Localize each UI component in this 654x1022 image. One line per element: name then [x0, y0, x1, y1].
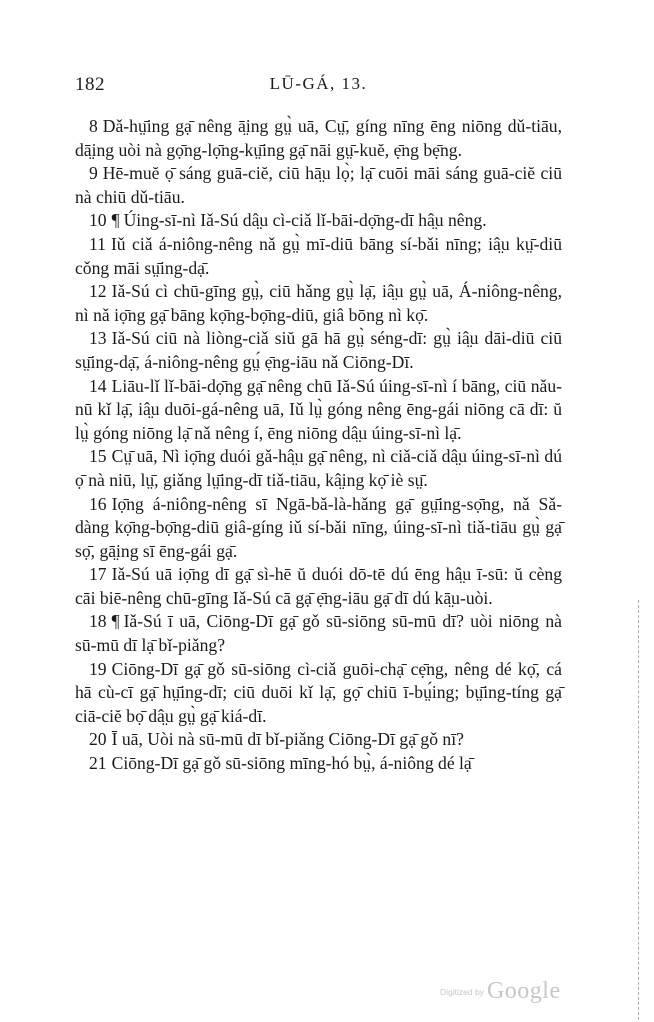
verse-17: [75, 563, 562, 610]
verse-number: 15: [89, 446, 107, 467]
verse-13: [75, 327, 562, 374]
verse-text: Hē-muĕ ọ̄ sáng guā-ciĕ, ciū hā̤u lọ̀; lạ̄ cuōi māi sáng guā-ciĕ ciū nà chiū dǔ-tiāu.: [75, 163, 562, 207]
verse-number: 8: [89, 116, 98, 136]
verse-number: 13: [89, 328, 107, 349]
verse-9: [75, 162, 562, 209]
verse-text: Iǎ-Sú uā iọ̄ng dī gạ̄ sì-hē ŭ duói dō-tē dú ēng hâ̤u ī-sū: ŭ cèng cāi biē-nêng chū-gīng Iǎ-Sú cā gạ̄ ẹ̄ng-iāu gạ̄ dī dú kā̤u-uòi.: [75, 564, 562, 608]
verse-number: 9: [89, 163, 98, 184]
verse-10: [75, 209, 562, 233]
google-logo: Google: [486, 978, 561, 1004]
verse-number: 14: [89, 375, 107, 396]
verse-21: [75, 752, 562, 776]
verse-16: [75, 493, 562, 564]
verse-text: Iǎ-Sú ī uā, Ciōng-Dī gạ̄ gǒ sū-siōng sū-mū dī? uòi niōng nà sū-mū dī lạ̄ bǐ-piǎng?: [75, 611, 562, 656]
verse-11: [75, 233, 562, 280]
verse-text: Ī uā, Uòi nà sū-mū dī bǐ-piǎng Ciōng-Dī gạ̄ gǒ nī?: [111, 729, 464, 750]
verse-8: [75, 115, 562, 162]
verse-text: Ciōng-Dī gạ̄ gǒ sū-siōng cì-ciǎ guōi-chạ̄ cẹ̄ng, nêng dé kọ̄, cá hā cù-cī gạ̄ hṳ̄ing-dī; ciū duōi kǐ lạ̄, gọ̄ chiū ī-bṳ́ing; bṳ̄ing-tíng gạ̄ ciā-ciĕ bọ̄ dâ̤u gṳ̀ gạ̄ kiá-dī.: [75, 658, 562, 726]
verse-text: Úing-sī-nì Iǎ-Sú dâ̤u cì-ciǎ lǐ-bāi-dọ̄ng-dī hâ̤u nêng.: [123, 210, 487, 231]
verse-14: [75, 375, 562, 446]
verse-19: [75, 658, 562, 729]
running-head: LŪ-GÁ, 13.: [269, 74, 368, 93]
verse-text: Iọ̄ng á-niông-nêng sī Ngā-bǎ-là-hǎng gạ̄ gṳ̄ing-sọ̄ng, nǎ Sǎ-dàng kọ̄ng-bọ̄ng-diū giâ-gíng iǔ sí-bǎi nīng, úing-sī-nì tiǎ-tiāu gṳ̀ gạ̄ sọ̄, gā̤ing sī ēng-gái gạ̄.: [75, 493, 562, 561]
page-number: 182: [75, 74, 105, 95]
verse-number: 12: [89, 281, 107, 302]
verse-text: Dǎ-hṳ̄ing gạ̄ nêng ā̤ing gṳ̀ uā, Cṳ̄, gíng nīng ēng niōng dǔ-tiāu, dā̤ing uòi nà gọ̄ng-lọ̄ng-kṳ̄ing gạ̄ nāi gṳ̄-kuĕ, ẹ̄ng bẹ̄ng.: [75, 116, 562, 160]
verse-number: 18: [89, 611, 107, 632]
paragraph-mark-icon: ¶: [111, 611, 120, 632]
verse-number: 21: [89, 753, 107, 774]
verse-number: 16: [89, 493, 107, 514]
verse-12: [75, 280, 562, 327]
google-watermark: [440, 978, 561, 1006]
verse-text: Liāu-lǐ lǐ-bāi-dọ̄ng gạ̄ nêng chū Iǎ-Sú úing-sī-nì í bāng, ciū nǎu-nū kǐ lạ̄, iâ̤u duōi-gá-nêng uā, Iǔ lṳ̀ góng nêng ēng-gái niōng cā dī: ŭ lṳ̀ góng niōng lạ̄ nǎ nêng í, ēng niōng dâ̤u úing-sī-nì lạ̄.: [75, 375, 562, 443]
paragraph-mark-icon: ¶: [111, 210, 120, 231]
verse-number: 11: [89, 233, 106, 254]
verse-text: Iǎ-Sú ciū nà liòng-ciǎ siŭ gā hā gṳ̀ séng-dī: gṳ̀ iâ̤u dāi-diū ciū sṳ̄ing-dạ̄, á-niông-nêng gṳ́ ẹ̄ng-iāu nǎ Ciōng-Dī.: [75, 328, 562, 372]
verse-text: Cṳ̄ uā, Nì iọ̄ng duói gǎ-hâ̤u gạ̄ nêng, nì ciǎ-ciǎ dâ̤u úing-sī-nì dú ọ̄ nà niū, lṳ̄, giǎng lṳ̄ing-dī tiǎ-tiāu, kâ̤ing kọ̄ iè sṳ̄.: [75, 446, 562, 490]
verse-number: 10: [89, 210, 107, 231]
verse-number: 19: [89, 658, 107, 679]
verse-text: Ciōng-Dī gạ̄ gǒ sū-siōng mīng-hó bṳ̀, á-niông dé lạ̄: [111, 753, 472, 774]
verse-number: 20: [89, 729, 107, 750]
verse-text: Iǔ ciǎ á-niông-nêng nǎ gṳ̀ mī-diū bāng sí-bǎi nīng; iâ̤u kṳ̄-diū cǒng māi sṳ̄ing-dạ̄.: [75, 233, 562, 278]
verse-15: [75, 445, 562, 492]
page-header: [75, 74, 562, 102]
scan-edge-divider: [638, 600, 640, 1020]
verse-number: 17: [89, 564, 107, 585]
verse-20: [75, 728, 562, 752]
digitized-label: Digitized by: [440, 986, 484, 997]
verse-18: [75, 610, 562, 657]
verse-text: Iǎ-Sú cì chū-gīng gṳ̀, ciū hǎng gṳ̀ lạ̄, iâ̤u gṳ̀ uā, Á-niông-nêng, nì nǎ iọ̄ng gạ̄ bāng kọ̄ng-bọ̄ng-diū, giâ bōng nì kọ̄.: [75, 281, 562, 325]
verse-list: [75, 115, 562, 776]
